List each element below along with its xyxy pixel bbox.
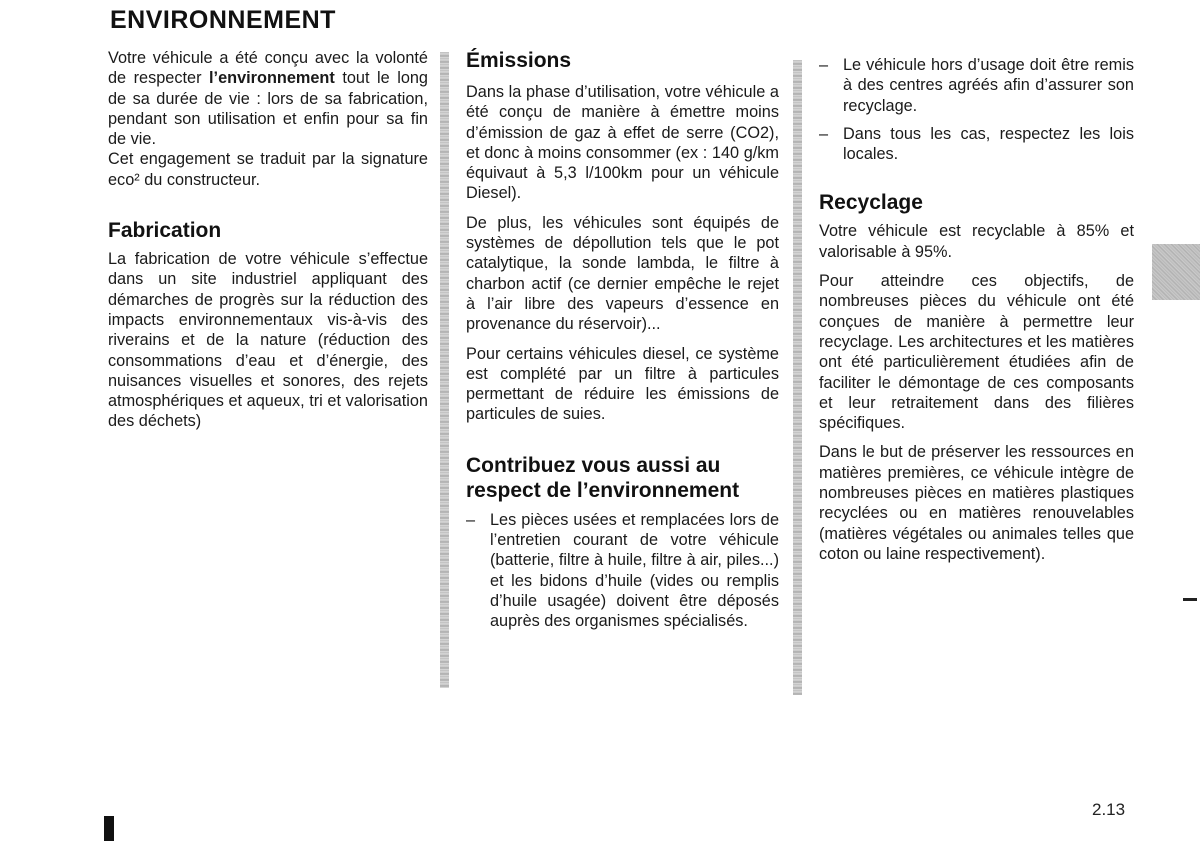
contribuez-list: [466, 510, 779, 632]
fabrication-paragraph: La fabrication de votre véhicule s’effectue dans un site industriel appliquant des démarches de progrès sur la réduction des impacts environnementaux vis-à-vis des riverains et de la nature (réduction des consommations d’eau et d’énergie, des nuisances visuelles et sonores, des rejets atmosphériques et aqueux, tri et valorisation des déchets): [108, 250, 428, 431]
list-item: [819, 124, 1134, 165]
recyclage-paragraph-1: Votre véhicule est recyclable à 85% et valorisable à 95%.: [819, 222, 1134, 261]
recyclage-heading: Recyclage: [819, 191, 923, 215]
recyclage-paragraph-3: Dans le but de préserver les ressources en matières premières, ce véhicule intègre de nombreuses pièces en matières plastiques recyclées ou en matières renouvelables (matières végétales ou animales telles que coton ou laine respectivement).: [819, 443, 1134, 563]
contribuez-list-continued: [819, 55, 1134, 164]
intro-paragraph: [108, 48, 428, 149]
column-1: [108, 48, 428, 441]
list-item: [819, 55, 1134, 116]
column-divider-1: [440, 52, 449, 688]
column-2: [466, 48, 779, 642]
fabrication-heading: Fabrication: [108, 219, 222, 243]
dash-bullet: –: [819, 56, 829, 74]
print-mark: [104, 816, 114, 841]
edge-mark: [1183, 598, 1197, 601]
column-3: [819, 55, 1134, 573]
intro-bold-text: l’environnement: [209, 69, 335, 88]
emissions-heading: Émissions: [466, 49, 572, 72]
contribuez-heading: Contribuez vous aussi au respect de l’environnement: [466, 453, 740, 502]
column-divider-2: [793, 60, 802, 695]
intro-text-end: tout le long de sa durée de vie : lors de sa fabrication, pendant son utilisation et enfin pour sa fin de vie.: [108, 69, 428, 149]
page-number: 2.13: [1092, 800, 1126, 819]
intro-paragraph-2: Cet engagement se traduit par la signature eco² du constructeur.: [108, 150, 428, 189]
emissions-paragraph-1: Dans la phase d’utilisation, votre véhicule a été conçu de manière à émettre moins d’émission de gaz à effet de serre (CO2), et donc à moins consommer (ex : 140 g/km équivaut à 5,3 l/100km pour un véhicule Diesel).: [466, 83, 779, 203]
emissions-paragraph-2: De plus, les véhicules sont équipés de systèmes de dépollution tels que le pot catalytique, la sonde lambda, le filtre à charbon actif (ce dernier empêche le rejet à l’air libre des vapeurs d’essence en provenance du réservoir)...: [466, 213, 779, 334]
dash-bullet: –: [466, 510, 476, 529]
list-item: [466, 510, 779, 632]
chapter-tab-marker: [1152, 244, 1200, 300]
list-item-text: Les pièces usées et remplacées lors de l’entretien courant de votre véhicule (batterie, filtre à huile, filtre à air, piles...) et les bidons d’huile (vides ou remplis d’huile usagée) doivent être déposés auprès des organismes spécialisés.: [490, 510, 779, 631]
list-item-text: Le véhicule hors d’usage doit être remis à des centres agréés afin d’assurer son recyclage.: [843, 56, 1134, 115]
dash-bullet: –: [819, 124, 829, 143]
intro-text-start: Votre véhicule a été conçu avec la volonté de respecter: [108, 49, 428, 88]
recyclage-paragraph-2: Pour atteindre ces objectifs, de nombreuses pièces du véhicule ont été conçues de manière à permettre leur recyclage. Les architectures et les matières ont été particulièrement étudiées afin de faciliter le démontage de ces composants et leur retraitement dans des filières spécifiques.: [819, 272, 1134, 433]
list-item-text: Dans tous les cas, respectez les lois locales.: [843, 124, 1134, 164]
page-title: ENVIRONNEMENT: [110, 6, 336, 34]
emissions-paragraph-3: Pour certains véhicules diesel, ce système est complété par un filtre à particules permettant de réduire les émissions de particules de suies.: [466, 344, 779, 424]
